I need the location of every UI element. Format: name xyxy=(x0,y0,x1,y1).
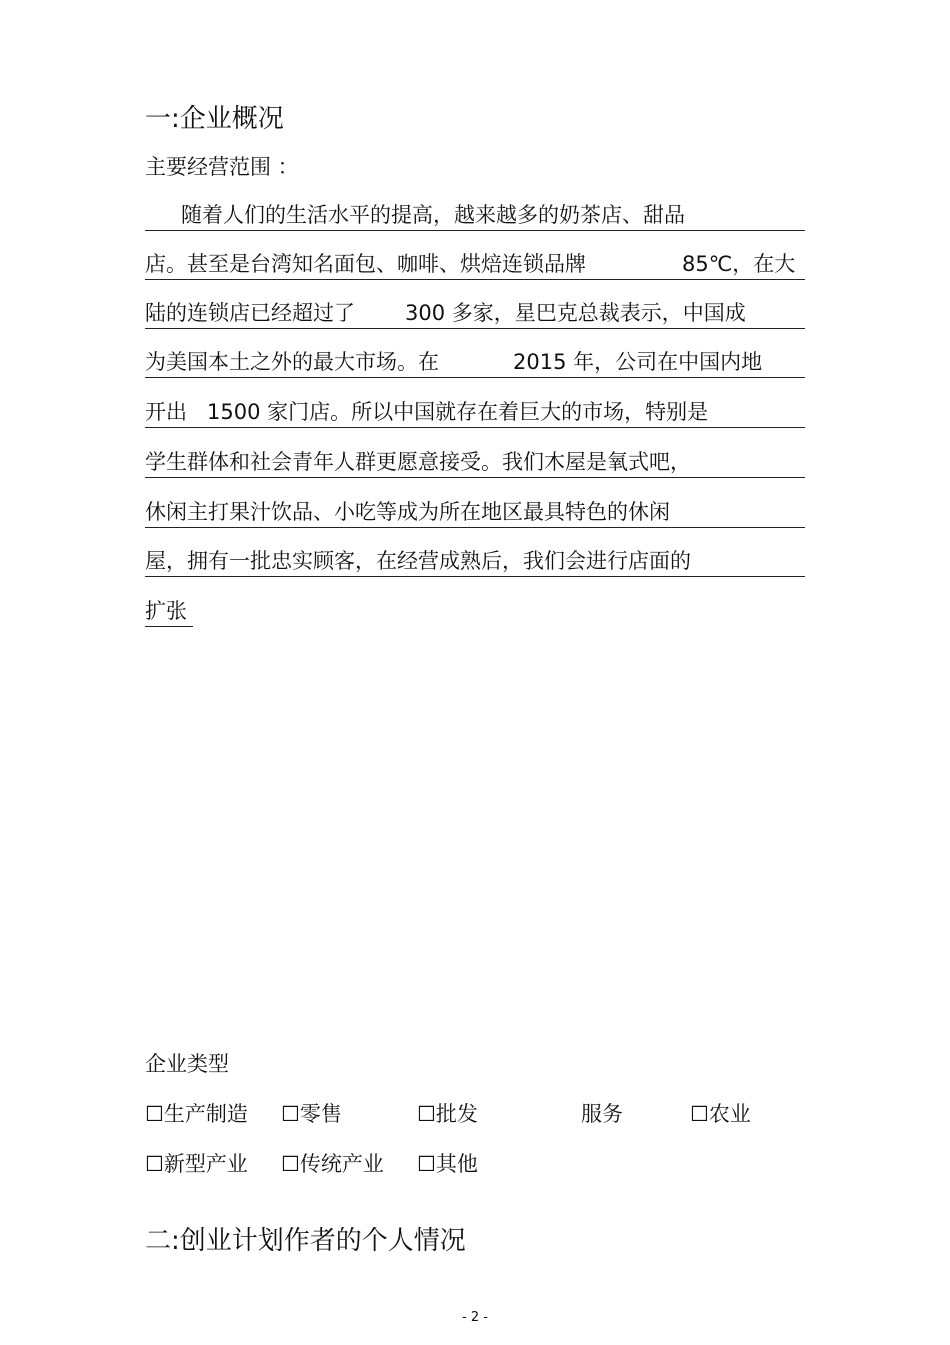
option-traditional-industry[interactable]: ☐传统产业 xyxy=(281,1152,384,1176)
option-manufacturing[interactable]: ☐生产制造 xyxy=(145,1102,248,1126)
option-retail[interactable]: ☐零售 xyxy=(281,1102,342,1126)
section-2-title: 二:创业计划作者的个人情况 xyxy=(145,1226,466,1256)
paragraph-line-9: 扩张 xyxy=(145,596,193,627)
business-scope-label: 主要经营范围 ： xyxy=(145,155,299,179)
option-service[interactable]: 服务 xyxy=(581,1102,623,1126)
enterprise-type-label: 企业类型 xyxy=(145,1052,229,1076)
paragraph-line-5: 开出 1500 家门店。所以中国就存在着巨大的市场，特别是 xyxy=(145,397,805,428)
paragraph-line-1: 随着人们的生活水平的提高，越来越多的奶茶店、甜品 xyxy=(145,200,805,231)
paragraph-line-2: 店。甚至是台湾知名面包、咖啡、烘焙连锁品牌 85℃，在大 xyxy=(145,249,805,280)
page-number: - 2 - xyxy=(462,1310,488,1325)
paragraph-line-4: 为美国本土之外的最大市场。在 2015 年，公司在中国内地 xyxy=(145,347,805,378)
paragraph-line-7: 休闲主打果汁饮品、小吃等成为所在地区最具特色的休闲 xyxy=(145,497,805,528)
option-wholesale[interactable]: ☐批发 xyxy=(417,1102,478,1126)
option-new-industry[interactable]: ☐新型产业 xyxy=(145,1152,248,1176)
paragraph-line-8: 屋，拥有一批忠实顾客，在经营成熟后，我们会进行店面的 xyxy=(145,546,805,577)
option-other[interactable]: ☐其他 xyxy=(417,1152,478,1176)
section-1-title: 一:企业概况 xyxy=(145,104,284,134)
option-agriculture[interactable]: ☐农业 xyxy=(690,1102,751,1126)
paragraph-line-6: 学生群体和社会青年人群更愿意接受。我们木屋是氧式吧， xyxy=(145,447,805,478)
paragraph-line-3: 陆的连锁店已经超过了 300 多家，星巴克总裁表示，中国成 xyxy=(145,298,805,329)
